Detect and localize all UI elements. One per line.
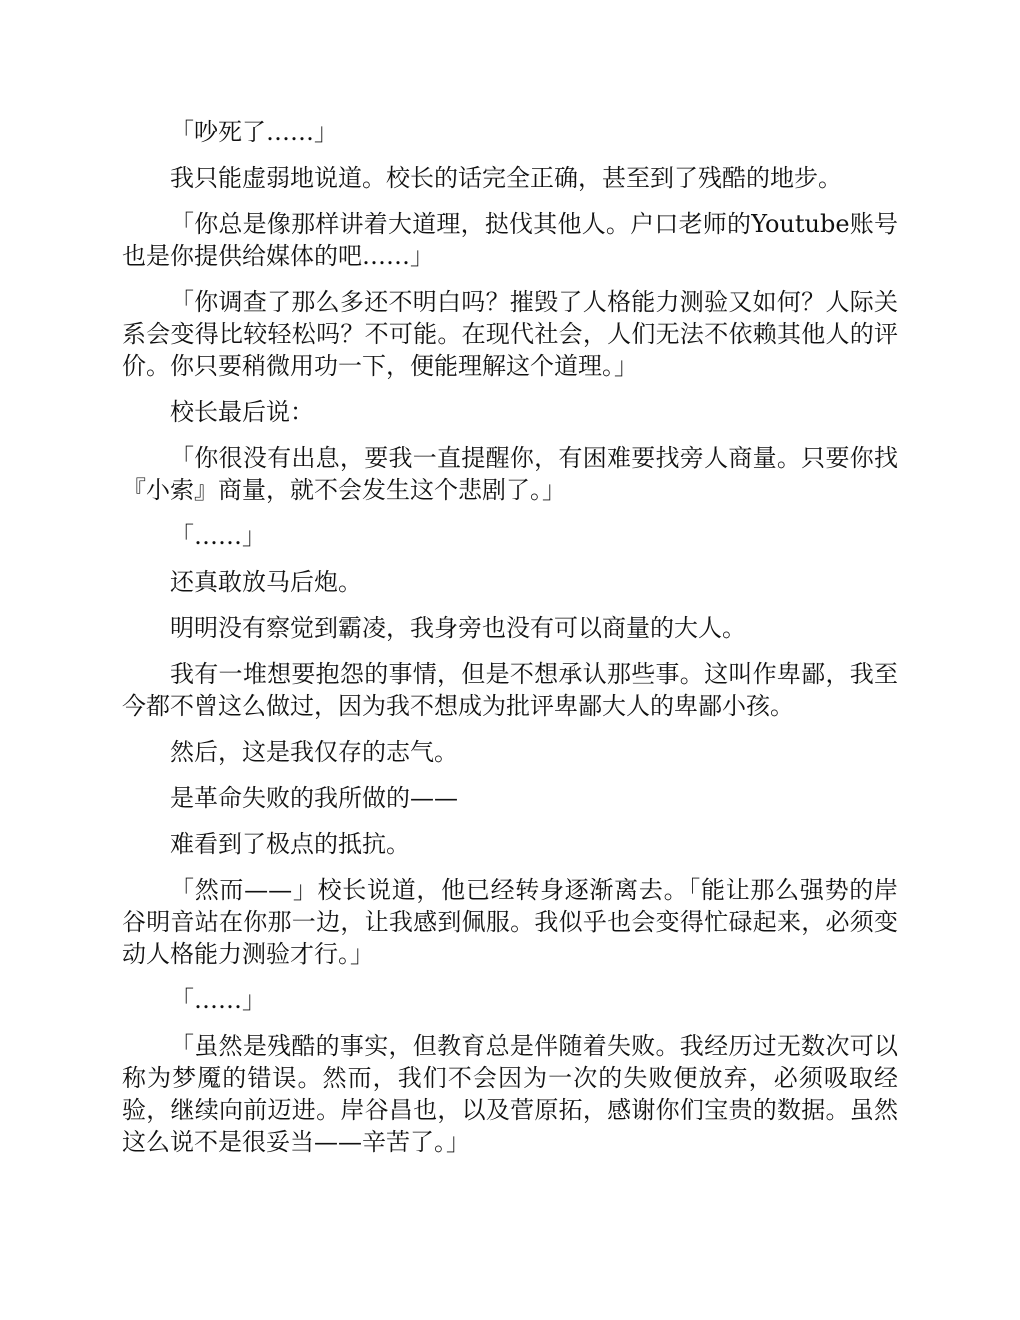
paragraph: 「你总是像那样讲着大道理，挞伐其他人。户口老师的Youtube账号也是你提供给媒体的吧……」 [122,210,898,270]
paragraph: 「吵死了……」 [170,118,338,146]
paragraph: 然后，这是我仅存的志气。 [170,738,458,766]
paragraph: 还真敢放马后炮。 [170,568,362,596]
document-body [122,116,898,1172]
paragraph: 我有一堆想要抱怨的事情，但是不想承认那些事。这叫作卑鄙，我至今都不曾这么做过，因为我不想成为批评卑鄙大人的卑鄙小孩。 [122,660,898,720]
paragraph: 「你很没有出息，要我一直提醒你，有困难要找旁人商量。只要你找『小索』商量，就不会发生这个悲剧了。」 [122,444,898,504]
paragraph: 「你调查了那么多还不明白吗？摧毁了人格能力测验又如何？人际关系会变得比较轻松吗？不可能。在现代社会，人们无法不依赖其他人的评价。你只要稍微用功一下，便能理解这个道理。」 [122,288,898,380]
paragraph: 校长最后说： [170,398,314,426]
paragraph: 「然而——」校长说道，他已经转身逐渐离去。「能让那么强势的岸谷明音站在你那一边，让我感到佩服。我似乎也会变得忙碌起来，必须变动人格能力测验才行。」 [122,876,898,968]
paragraph: 我只能虚弱地说道。校长的话完全正确，甚至到了残酷的地步。 [170,164,842,192]
paragraph: 「虽然是残酷的事实，但教育总是伴随着失败。我经历过无数次可以称为梦魇的错误。然而，我们不会因为一次的失败便放弃，必须吸取经验，继续向前迈进。岸谷昌也，以及菅原拓，感谢你们宝贵的数据。虽然这么说不是很妥当——辛苦了。」 [122,1032,898,1156]
paragraph: 难看到了极点的抵抗。 [170,830,410,858]
paragraph: 明明没有察觉到霸凌，我身旁也没有可以商量的大人。 [170,614,746,642]
paragraph: 是革命失败的我所做的—— [170,784,458,812]
paragraph: 「……」 [170,522,266,550]
paragraph: 「……」 [170,986,266,1014]
